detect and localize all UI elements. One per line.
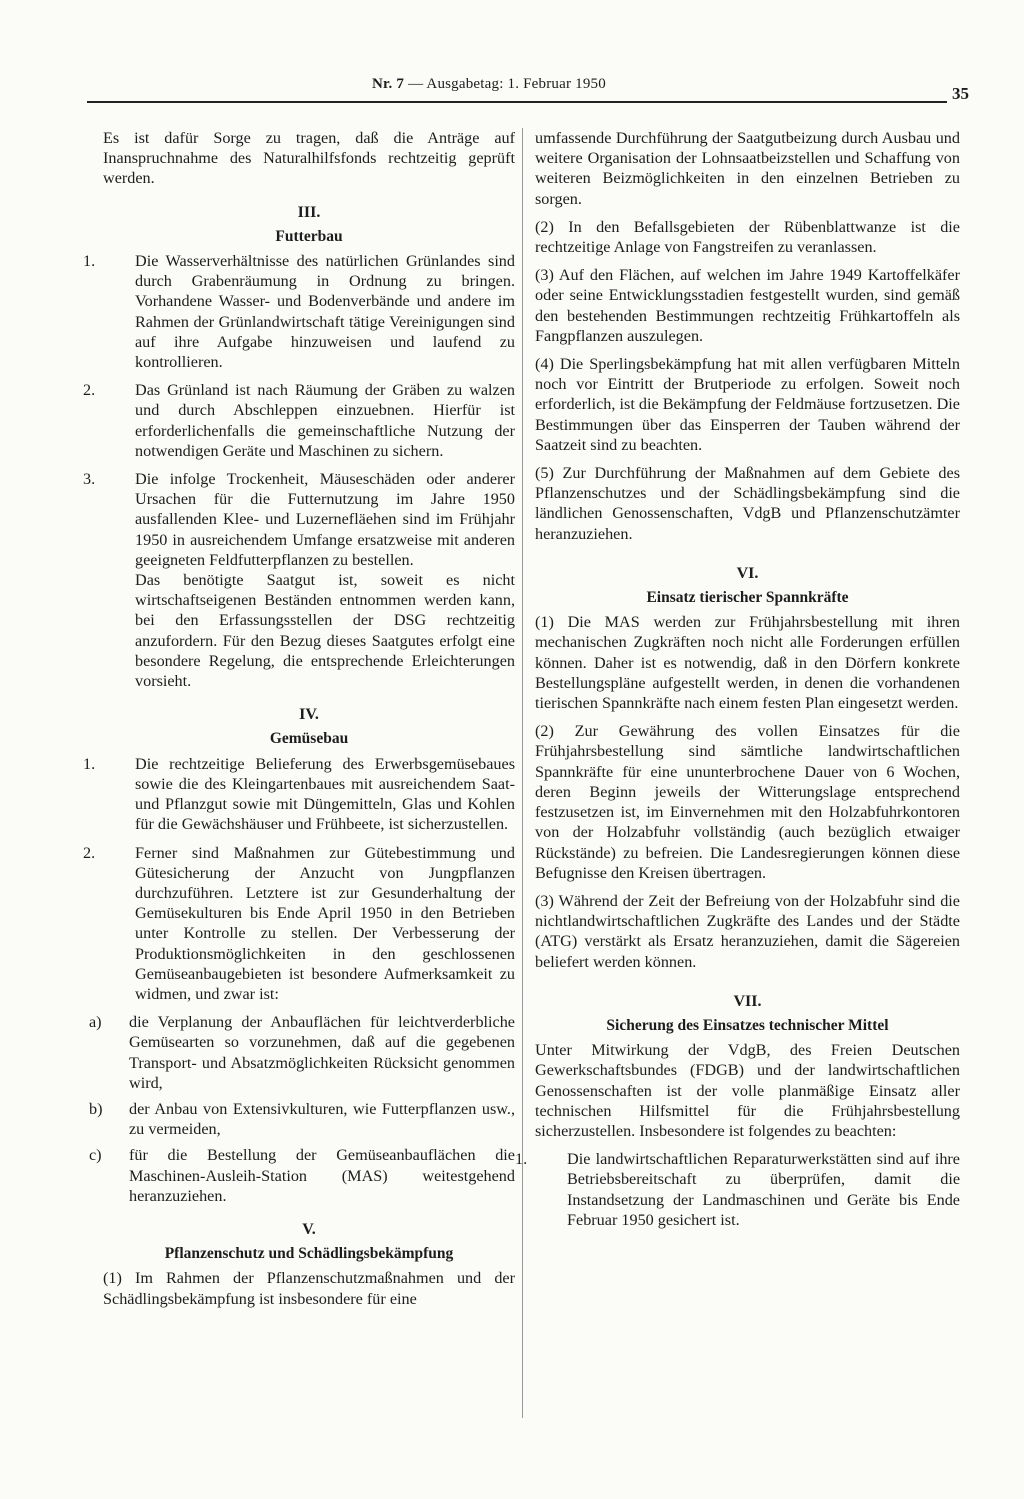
section-5-paragraph-3: (3) Auf den Flächen, auf welchen im Jahre 1949 Kartoffelkäfer oder seine Entwicklungsstadien festgestellt wurden, sind gemäß den bestehenden Bestimmungen rechtzeitig Frühkartoffeln als Fangpflanzen auszulegen. [535,266,960,345]
item-number: 1. [83,252,96,271]
sub-item [89,1012,515,1093]
item-text: Ferner sind Maßnahmen zur Gütebestimmung und Gütesicherung der Anzucht von Jungpflanzen durchzuführen. Letztere ist zur Gesunderhaltung der Gemüsekulturen bis Ende April 1950 in den Betrieben unter Kontrolle zu stellen. Der Verbesserung der Produktionsmöglichkeiten in den geschlossenen Gemüseanbaugebieten ist besondere Aufmerksamkeit zu widmen, und zwar ist: [135,843,515,1003]
list-item [83,469,515,570]
item-number: 3. [83,470,96,489]
section-3-number: III. [297,203,321,221]
section-5-paragraph-5: (5) Zur Durchführung der Maßnahmen auf dem Gebiete des Pflanzenschutzes und der Schädlingsbekämpfung sind die ländlichen Genossenschaften, VdgB und Pflanzenschutzämter heranzuziehen. [535,464,960,543]
section-5-number: V. [302,1220,316,1238]
list-item [83,754,515,835]
section-6-paragraph-1: (1) Die MAS werden zur Frühjahrsbestellung mit ihren mechanischen Zugkräften noch nicht alle Forderungen erfüllen können. Daher ist es notwendig, daß in den Dörfern konkrete Bestellungspläne aufgestellt werden, in denen die vorhandenen tierischen Spannkräfte nach einem festen Plan eingesetzt werden. [535,613,960,713]
sub-item-letter: b) [89,1099,103,1118]
list-item [83,380,515,461]
sub-item-text: die Verplanung der Anbauflächen für leichtverderbliche Gemüsearten so vorzunehmen, daß auf die gegebenen Transport- und Absatzmöglichkeiten Rücksicht genommen wird, [129,1013,515,1092]
section-3-title: Futterbau [275,227,343,245]
item-text: Die Wasserverhältnisse des natürlichen Grünlandes sind durch Grabenräumung in Ordnung zu bringen. Vorhandene Wasser- und Bodenverbände und andere im Rahmen der Grünlandwirtschaft tätige Vereinigungen sind auf ihre Aufgabe hinzuweisen und laufend zu kontrollieren. [135,252,515,372]
list-item [83,843,515,1005]
list-item [83,251,515,372]
sub-item-letter: a) [89,1013,102,1032]
item-text: Die infolge Trockenheit, Mäuseschäden oder anderer Ursachen für die Futternutzung im Jahre 1950 ausfallenden Klee- und Luzernefläehen sind im Frühjahr 1950 in ausreichendem Umfange ersatzweise mit anderen geeigneten Feldfutterpflanzen zu bestellen. [135,470,515,569]
left-column [83,128,515,1317]
section-4-title: Gemüsebau [269,730,349,748]
intro-paragraph: Es ist dafür Sorge zu tragen, daß die Anträge auf Inanspruchnahme des Naturalhilfsfonds rechtzeitig geprüft werden. [103,129,515,188]
header-center [372,76,606,93]
item-text: Das Grünland ist nach Räumung der Gräben zu walzen und durch Abschleppen einzuebnen. Hierfür ist erforderlichenfalls die gemeinschaftliche Nutzung der notwendigen Geräte und Maschinen zu sichern. [135,381,515,460]
section-6-number: VI. [736,564,759,582]
section-5-title: Pflanzenschutz und Schädlingsbekämpfung [164,1245,454,1263]
item-text: Die landwirtschaftlichen Reparaturwerkstätten sind auf ihre Betriebsbereitschaft zu überprüfen, damit die Instandsetzung der Landmaschinen und Geräte bis Ende Februar 1950 gesichert ist. [567,1150,960,1229]
section-7-number: VII. [733,992,762,1010]
section-5-paragraph-2: (2) In den Befallsgebieten der Rübenblattwanze ist die rechtzeitige Anlage von Fangstreifen zu veranlassen. [535,217,960,257]
sub-item-text: der Anbau von Extensivkulturen, wie Futterpflanzen usw., zu vermeiden, [129,1099,515,1139]
section-7-paragraph-1: Unter Mitwirkung der VdgB, des Freien Deutschen Gewerkschaftsbundes (FDGB) und der landwirtschaftlichen Genossenschaften ist der volle planmäßige Einsatz aller technischen Hilfsmittel für die Frühjahrsbestellung sicherzustellen. Insbesondere ist folgendes zu beachten: [535,1041,960,1140]
issue-date: Ausgabetag: 1. Februar 1950 [426,76,606,92]
section-6-title: Einsatz tierischer Spannkräfte [646,589,849,607]
page-number: 35 [952,84,969,103]
section-4-number: IV. [299,706,319,724]
sub-item-text: für die Bestellung der Gemüseanbauflächen die Maschinen-Ausleih-Station (MAS) weitestgehend heranzuziehen. [129,1146,515,1205]
section-7-title: Sicherung des Einsatzes technischer Mittel [606,1016,889,1034]
item-number: 1. [83,754,96,773]
sub-item [89,1099,515,1139]
continued-paragraph: umfassende Durchführung der Saatgutbeizung durch Ausbau und weitere Organisation der Lohnsaatbeizstellen und Schaffung von weiteren Beizmöglichkeiten in den einzelnen Betrieben zu sorgen. [535,129,960,208]
item-number: 2. [83,843,96,862]
sub-item [89,1145,515,1206]
header-rule [87,101,947,103]
item-number: 1. [515,1150,528,1169]
section-5-paragraph-1: (1) Im Rahmen der Pflanzenschutzmaßnahmen und der Schädlingsbekämpfung ist insbesondere für eine [103,1269,515,1308]
section-6-paragraph-3: (3) Während der Zeit der Befreiung von der Holzabfuhr sind die nichtlandwirtschaftlichen Zugkräfte des Landes und der Städte (ATG) verstärkt als Ersatz heranzuziehen, damit die Sägereien beliefert werden können. [535,891,960,971]
column-divider [522,128,523,1418]
right-column [515,128,960,1238]
section-6-paragraph-2: (2) Zur Gewährung des vollen Einsatzes für die Frühjahrsbestellung sind sämtliche landwirtschaftlichen Spannkräfte für eine ununterbrochene Dauer von 6 Wochen, deren Beginn jeweils der Witterungslage entsprechend festzusetzen ist, im Einvernehmen mit den Holzabfuhrkontoren von der Holzabfuhr vollständig (auch bezüglich etwaiger Rückstände) zu befreien. Die Landesregierungen können diese Befugnisse den Kreisen übertragen. [535,722,960,882]
item-text: Die rechtzeitige Belieferung des Erwerbsgemüsebaues sowie die des Kleingartenbaues mit ausreichendem Saat- und Pflanzgut sowie mit Düngemitteln, Glas und Kohlen für die Gewächshäuser und Frühbeete, ist sicherzustellen. [135,754,515,834]
item-number: 2. [83,381,96,400]
issue-number: Nr. 7 [372,76,405,92]
section-5-paragraph-4: (4) Die Sperlingsbekämpfung hat mit allen verfügbaren Mitteln noch vor Eintritt der Brutperiode zu erfolgen. Soweit noch erforderlich, ist die Bekämpfung der Feldmäuse fortzusetzen. Die Bestimmungen über das Einsperren der Tauben während der Saatzeit sind zu beachten. [535,355,960,454]
section-3-extra: Das benötigte Saatgut ist, soweit es nicht wirtschaftseigenen Beständen entnommen werden kann, bei den Erfassungsstellen der DSG rechtzeitig anzufordern. Für den Bezug dieses Saatgutes erfolgt eine besondere Regelung, die entsprechende Erleichterungen vorsieht. [135,571,515,691]
header-separator: — [408,76,424,92]
list-item [515,1149,960,1230]
sub-item-letter: c) [89,1146,102,1165]
